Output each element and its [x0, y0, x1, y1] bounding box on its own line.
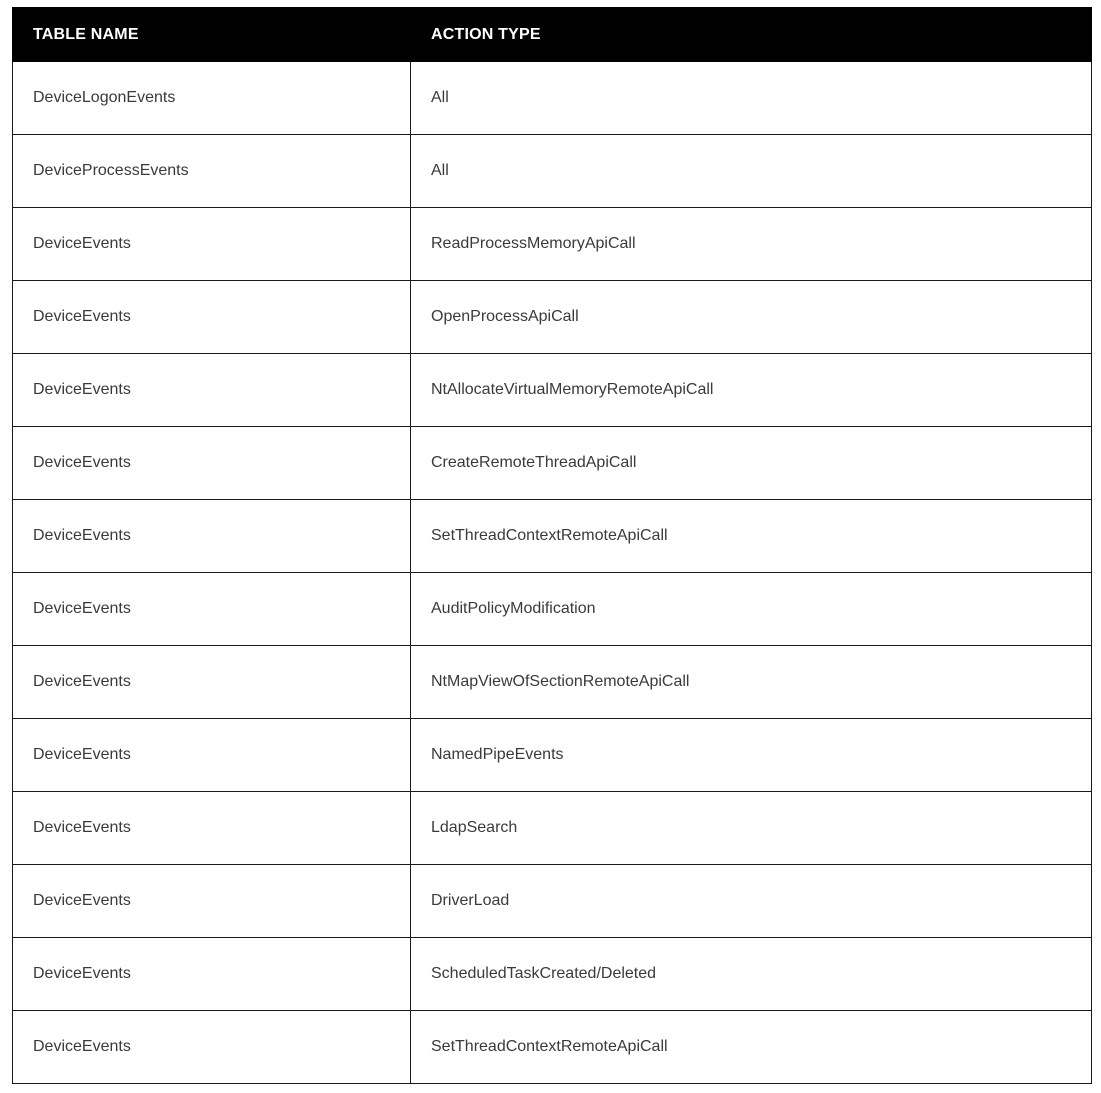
events-table [12, 7, 1092, 1084]
cell-action-type: CreateRemoteThreadApiCall [411, 427, 1092, 500]
cell-table-name: DeviceEvents [13, 719, 411, 792]
table-row [13, 135, 1092, 208]
cell-action-type: ReadProcessMemoryApiCall [411, 208, 1092, 281]
table-row [13, 865, 1092, 938]
cell-action-type: SetThreadContextRemoteApiCall [411, 1011, 1092, 1084]
cell-action-type: AuditPolicyModification [411, 573, 1092, 646]
table-row [13, 646, 1092, 719]
table-row [13, 281, 1092, 354]
table-row [13, 500, 1092, 573]
header-table-name: TABLE NAME [13, 8, 411, 62]
cell-action-type: OpenProcessApiCall [411, 281, 1092, 354]
cell-table-name: DeviceEvents [13, 500, 411, 573]
cell-action-type: NtMapViewOfSectionRemoteApiCall [411, 646, 1092, 719]
table-row [13, 62, 1092, 135]
cell-table-name: DeviceEvents [13, 938, 411, 1011]
table-header [13, 8, 1092, 62]
cell-table-name: DeviceProcessEvents [13, 135, 411, 208]
table-row [13, 1011, 1092, 1084]
cell-table-name: DeviceEvents [13, 281, 411, 354]
table-body [13, 62, 1092, 1084]
cell-action-type: All [411, 62, 1092, 135]
table-row [13, 354, 1092, 427]
table-row [13, 427, 1092, 500]
header-action-type: ACTION TYPE [411, 8, 1092, 62]
cell-action-type: NtAllocateVirtualMemoryRemoteApiCall [411, 354, 1092, 427]
cell-table-name: DeviceEvents [13, 208, 411, 281]
cell-action-type: LdapSearch [411, 792, 1092, 865]
cell-table-name: DeviceEvents [13, 427, 411, 500]
cell-table-name: DeviceLogonEvents [13, 62, 411, 135]
table-row [13, 573, 1092, 646]
header-row [13, 8, 1092, 62]
cell-action-type: NamedPipeEvents [411, 719, 1092, 792]
cell-table-name: DeviceEvents [13, 792, 411, 865]
cell-table-name: DeviceEvents [13, 646, 411, 719]
cell-action-type: SetThreadContextRemoteApiCall [411, 500, 1092, 573]
cell-table-name: DeviceEvents [13, 865, 411, 938]
cell-table-name: DeviceEvents [13, 354, 411, 427]
table-row [13, 938, 1092, 1011]
cell-table-name: DeviceEvents [13, 573, 411, 646]
cell-table-name: DeviceEvents [13, 1011, 411, 1084]
cell-action-type: All [411, 135, 1092, 208]
table-row [13, 792, 1092, 865]
table-container [12, 7, 1091, 1084]
table-row [13, 719, 1092, 792]
cell-action-type: DriverLoad [411, 865, 1092, 938]
cell-action-type: ScheduledTaskCreated/Deleted [411, 938, 1092, 1011]
table-row [13, 208, 1092, 281]
